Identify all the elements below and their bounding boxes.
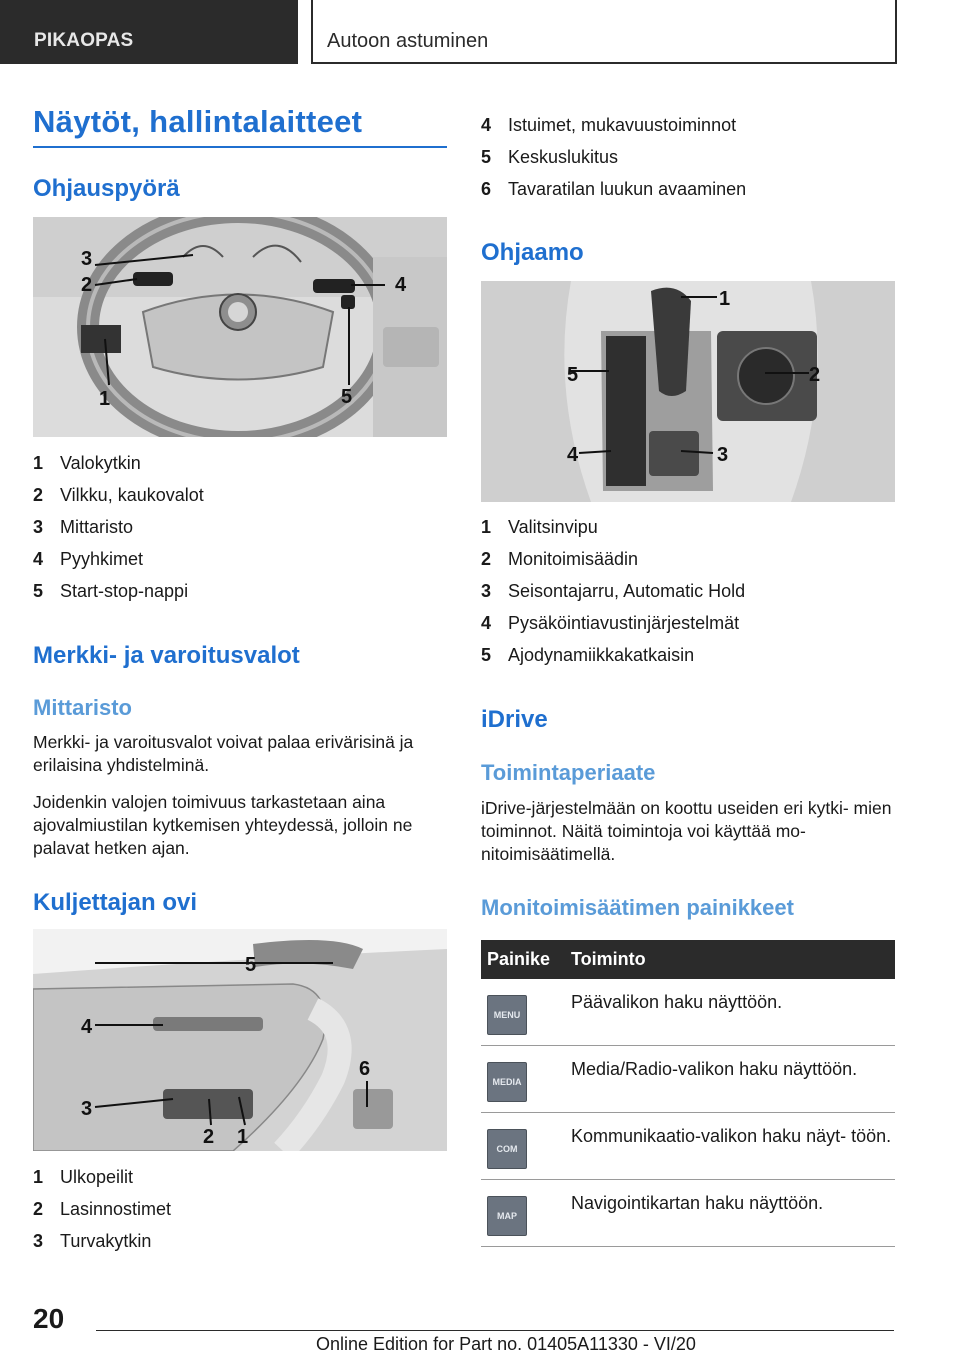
door-callout-5: 5 [245, 954, 257, 976]
list-item: 5 Keskuslukitus [481, 147, 619, 167]
cockpit-legend [481, 516, 895, 676]
page-number: 20 [33, 1303, 65, 1334]
door-callout-4: 4 [81, 1016, 93, 1038]
steering-callout-3: 3 [81, 248, 93, 270]
header-chapter-label: Autoon astuminen [327, 30, 489, 52]
table-cell-function: Media/Radio-valikon haku näyttöön. [565, 1046, 895, 1113]
list-item: 3 Seisontajarru, Automatic Hold [481, 581, 746, 601]
menu-button-icon: MENU [487, 995, 527, 1035]
map-button-icon: MAP [487, 1196, 527, 1236]
cockpit-callout-3: 3 [717, 444, 729, 466]
list-item: 1 Valokytkin [33, 453, 141, 473]
table-cell-function: Navigointikartan haku näyttöön. [565, 1180, 895, 1247]
list-item: 4 Pyyhkimet [33, 549, 144, 569]
header-chapter-box [311, 0, 897, 64]
list-item: 4 Pysäköintiavustinjärjestelmät [481, 613, 740, 633]
steering-callout-2: 2 [81, 274, 93, 296]
table-row [481, 979, 895, 1046]
page-title: Näytöt, hallintalaitteet [33, 104, 363, 139]
header-section-tab [0, 0, 298, 64]
table-header-function: Toiminto [565, 940, 895, 979]
table-row [481, 1113, 895, 1180]
list-item: 5 Start-stop-nappi [33, 581, 189, 601]
warning-paragraph-2: Joidenkin valojen toimivuus tarkastetaan aina ajovalmiustilan kytkemisen yhteydessä, jolloin ne palavat hetken ajan. [33, 792, 413, 858]
table-header-row [481, 940, 895, 979]
list-item: 3 Turvakytkin [33, 1231, 152, 1251]
footer-rule [96, 1330, 894, 1331]
door-callout-2: 2 [203, 1126, 215, 1148]
door-legend-continued [481, 114, 895, 210]
steering-legend [33, 452, 447, 612]
controller-buttons-table [481, 940, 895, 1247]
list-item: 1 Ulkopeilit [33, 1167, 134, 1187]
media-button-icon: MEDIA [487, 1062, 527, 1102]
subheading-operating-principle: Toimintaperiaate [481, 760, 656, 785]
list-item: 3 Mittaristo [33, 517, 134, 537]
steering-callout-4: 4 [395, 274, 407, 296]
heading-warning-lights: Merkki- ja varoitusvalot [33, 642, 300, 669]
footer-edition: Online Edition for Part no. 01405A11330 - VI/20 [316, 1334, 696, 1354]
heading-steering-wheel: Ohjauspyörä [33, 175, 180, 202]
table-row [481, 1046, 895, 1113]
idrive-paragraph: iDrive-järjestelmään on koottu useiden eri kytki- mien toiminnot. Näitä toimintoja voi käyttää mo- nitoimisäätimellä. [481, 798, 892, 864]
cockpit-callout-1: 1 [719, 288, 731, 310]
cockpit-callout-5: 5 [567, 364, 579, 386]
subheading-instrument-cluster: Mittaristo [33, 695, 132, 720]
table-cell-function: Kommunikaatio-valikon haku näyt- töön. [565, 1113, 895, 1180]
heading-cockpit: Ohjaamo [481, 239, 584, 266]
table-header-button: Painike [481, 940, 565, 979]
header-section-label: PIKAOPAS [34, 30, 134, 51]
list-item: 2 Monitoimisäädin [481, 549, 639, 569]
table-row [481, 1180, 895, 1247]
cockpit-figure [481, 281, 895, 502]
door-legend [33, 1166, 447, 1262]
list-item: 4 Istuimet, mukavuustoiminnot [481, 115, 737, 135]
list-item: 5 Ajodynamiikkakatkaisin [481, 645, 695, 665]
com-button-icon: COM [487, 1129, 527, 1169]
list-item: 6 Tavaratilan luukun avaaminen [481, 179, 747, 199]
steering-callout-1: 1 [99, 388, 111, 410]
warning-paragraph-1: Merkki- ja varoitusvalot voivat palaa erivärisinä ja erilaisina yhdistelminä. [33, 732, 414, 775]
steering-callout-5: 5 [341, 386, 353, 408]
heading-driver-door: Kuljettajan ovi [33, 889, 198, 916]
list-item: 2 Lasinnostimet [33, 1199, 172, 1219]
cockpit-callout-4: 4 [567, 444, 579, 466]
cockpit-callout-2: 2 [809, 364, 821, 386]
table-cell-function: Päävalikon haku näyttöön. [565, 979, 895, 1046]
door-callout-6: 6 [359, 1058, 371, 1080]
list-item: 1 Valitsinvipu [481, 517, 598, 537]
driver-door-figure [33, 929, 447, 1151]
title-rule [33, 146, 447, 148]
list-item: 2 Vilkku, kaukovalot [33, 485, 204, 505]
door-callout-1: 1 [237, 1126, 249, 1148]
heading-idrive: iDrive [481, 706, 548, 733]
door-callout-3: 3 [81, 1098, 93, 1120]
steering-wheel-figure [33, 217, 447, 437]
subheading-controller-buttons: Monitoimisäätimen painikkeet [481, 895, 794, 920]
